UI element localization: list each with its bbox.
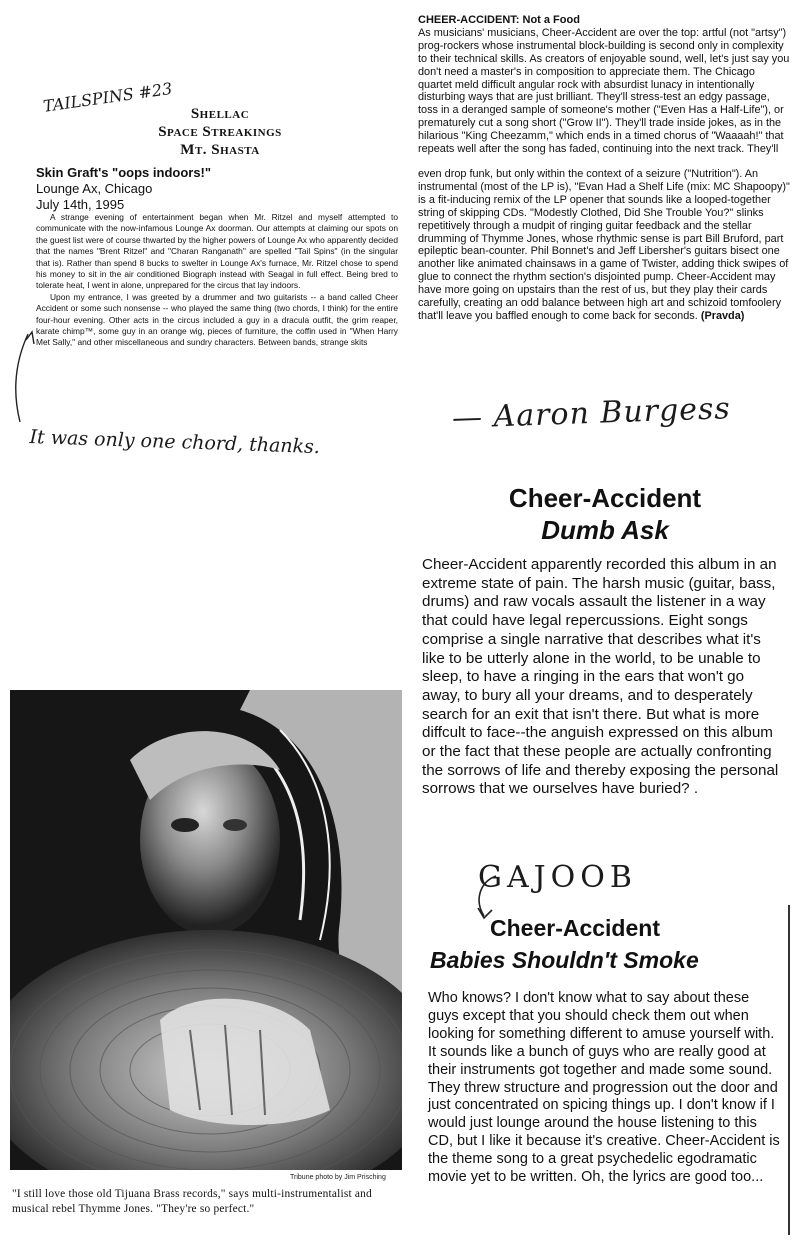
babies-artist: Cheer-Accident	[490, 915, 660, 941]
photo-credit: Tribune photo by Jim Prisching	[290, 1174, 386, 1181]
article-date: July 14th, 1995	[36, 197, 125, 212]
not-a-food-paragraph-1: As musicians' musicians, Cheer-Accident are over the top: artful (not "artsy") prog-rockers whose instrumental block-building is second only in complexity to their technical skills. As creators of enjoyable sound, well, let's just say you don't need a master's in composition to appreciate them. The Chicago quartet meld difficult angular rock with absurdist lunacy in intentionally disturbing ways that are just brilliant. They'll stress-test an edgy passage, toss in a deranged sample of someone's mother ("Even Has a Half-Life"), or prematurely cut a song short ("Grow II"). They'll trade inside jokes, as in the hilarious "King Cheezamm," which ends in a timed chorus of "Waaaah!" that repeats well after the song has faded, continuing into the next track. They'll	[418, 26, 790, 156]
article-title: Skin Graft's "oops indoors!"	[36, 165, 212, 180]
musician-photo	[10, 690, 402, 1170]
babies-body: Who knows? I don't know what to say about these guys except that you should check them out when looking for something different to amuse yourself with. It sounds like a bunch of guys who are really good at their instruments got together and made some sound. They threw structure and progression out the door and just concentrated on spicing things up. I don't know if I would just lounge around the house listening to this CD, but I like it because it's creative. Cheer-Accident is the theme song to a great psychedelic egodramatic movie yet to be written. Oh, the lyrics are good too...	[428, 990, 780, 1186]
source-pravda: (Pravda)	[700, 309, 745, 322]
band-shellac: Shellac	[190, 106, 250, 122]
dumb-ask-title: Dumb Ask	[541, 515, 669, 545]
article-paragraph-2: Upon my entrance, I was greeted by a drummer and two guitarists -- a band called Cheer Accident or some such nonsense -- who played the same thing (two chords, I think) for the entire four-hour evening. Other acts in the circus included a guy in a dracula outfit, the grim reaper, karate chimp™, some guy in an orange wig, pieces of furniture, the coffin used in "When Harry Met Sally," and other miscellaneous and sundry characters. Between bands, strange skits	[36, 291, 398, 348]
not-a-food-review	[418, 14, 790, 323]
dumb-ask-artist: Cheer-Accident	[508, 483, 702, 513]
not-a-food-title: CHEER-ACCIDENT: Not a Food	[418, 14, 580, 26]
band-list	[100, 105, 340, 159]
article-paragraph-1: A strange evening of entertainment began when Mr. Ritzel and myself attempted to communicate with the now-infamous Lounge Ax doorman. Our attempts at claiming our spots on the guest list were of course thwarted by the higher powers of Lounge Ax who apparently decided that the names "Brent Ritzel" and "Charan Ranganath" are spelled "Tail Spins" (in the singular that is). Rather than spend 8 bucks to swelter in Lounge Ax's furnace, Mr. Ritzel chose to spend his money to sit in the air conditioned Biograph instead with Seagal in full effect. Being bred to tolerate heat, I went in alone, unprepared for the circus that lay indoors.	[36, 212, 398, 291]
article-venue: Lounge Ax, Chicago	[36, 181, 153, 196]
dumb-ask-body: Cheer-Accident apparently recorded this album in an extreme state of pain. The harsh music (guitar, bass, drums) and raw vocals assault the listener in a way that could have legal repercussions. Eight songs comprise a single narrative that describes what it's like to be utterly alone in the world, to be unable to sleep, to have a ringing in the ears that won't go away, to bury all your dreams, and to desperately search for an exit that isn't there. But what is more diffcult to face--the anguish expressed on this album or the fact that these people are actually confronting the sorrows of life and thereby exposing the personal sorrows that we ourselves have buried? .	[422, 556, 779, 798]
babies-heading	[430, 912, 792, 976]
handwritten-signature: — Aaron Burgess	[451, 391, 732, 436]
article-body	[36, 212, 398, 349]
photo-caption: "I still love those old Tijuana Brass records," says multi-instrumentalist and musical rebel Thymme Jones. "They're so perfect."	[12, 1188, 372, 1215]
handwritten-tailspins-note: TAILSPINS #23	[41, 78, 174, 116]
not-a-food-paragraph-2	[418, 168, 790, 323]
clipping-edge	[770, 905, 790, 1235]
band-mt-shasta: Mt. Shasta	[180, 142, 260, 158]
babies-title: Babies Shouldn't Smoke	[430, 947, 699, 973]
dumb-ask-heading	[420, 482, 790, 546]
handwritten-gajoob: GAJOOB	[478, 860, 637, 895]
margin-bracket-icon	[6, 330, 36, 430]
not-a-food-paragraph-2-text: even drop funk, but only within the context of a seizure ("Nutrition"). An instrumental (most of the LP is), "Evan Had a Shelf Life (mix: MC Shapoopy)" is a fit-inducing remix of the LP opener that sounds like a looped-together string of skipping CDs. "Modestly Clothed, Did She Trouble You?" slinks repetitively through a mudpit of ringing guitar feedback and the stellar drumming of Thymme Jones, whose rhythmic sense is part Bill Bruford, part epileptic bean-counter. Phil Bonnet's and Jeff Libersher's guitars bisect one another like animated chainsaws in a game of Twister, adding thick swipes of glue to connect the rhythm section's disjointed pump. Cheer-Accident may have more going on upstairs than the rest of us, but they play their cards carefully, creating an odd balance between high art and schizoid tomfoolery that'll leave you baffled enough to come back for seconds.	[418, 167, 790, 322]
article-heading	[36, 165, 396, 213]
handwritten-margin-note: It was only one chord, thanks.	[29, 426, 321, 459]
band-space-streakings: Space Streakings	[158, 124, 282, 140]
photo-illustration-icon	[10, 690, 402, 1170]
